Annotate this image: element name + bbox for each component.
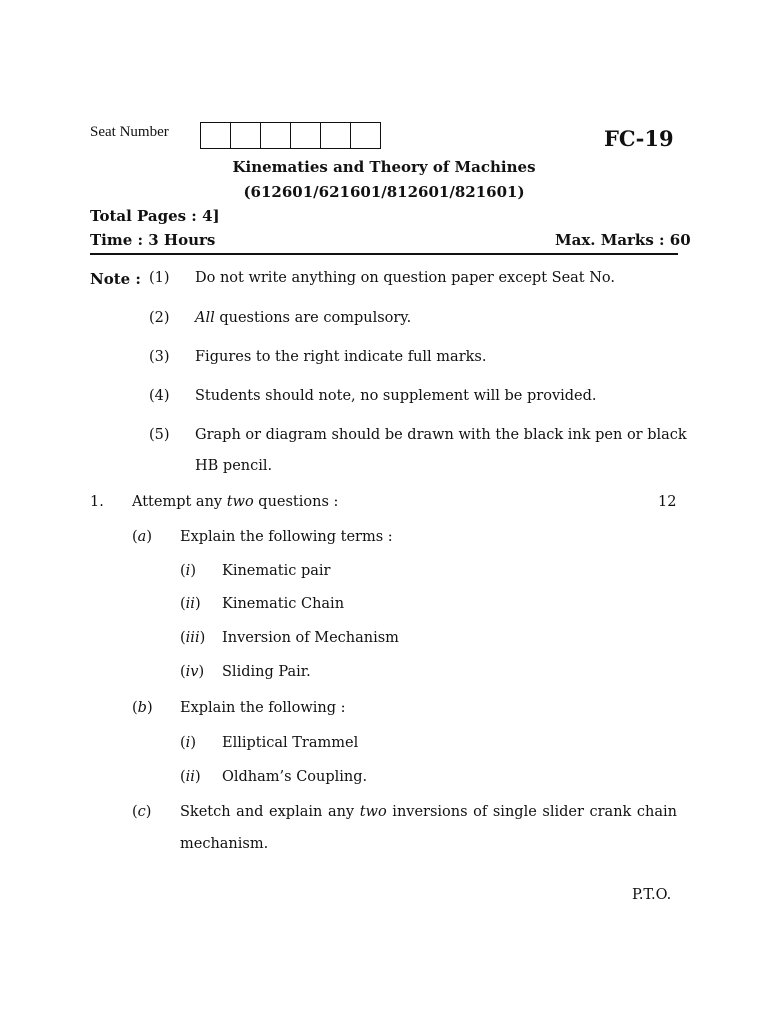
item-number: (ii) — [180, 769, 201, 785]
note-label: Note : — [90, 270, 141, 288]
subquestion-label: (c) — [132, 804, 152, 820]
subquestion-text: Sketch and explain any two inversions of single slider crank chain — [180, 804, 677, 820]
item-text: Kinematic pair — [222, 563, 331, 579]
item-number: (iii) — [180, 630, 206, 646]
seat-number-box[interactable] — [230, 122, 261, 149]
question-number: 1. — [90, 494, 104, 510]
note-text: Graph or diagram should be drawn with the black ink pen or black — [195, 427, 687, 443]
seat-number-box[interactable] — [320, 122, 351, 149]
item-number: (ii) — [180, 596, 201, 612]
note-num: (5) — [149, 427, 170, 443]
note-text-rest: questions are compulsory. — [214, 310, 412, 326]
note-text: Students should note, no supplement will be provided. — [195, 388, 597, 404]
header-divider — [90, 253, 678, 255]
note-text-continued: HB pencil. — [195, 458, 273, 474]
note-num: (2) — [149, 310, 170, 326]
paper-code: FC-19 — [604, 126, 674, 151]
seat-number-label: Seat Number — [90, 124, 169, 140]
seat-number-boxes[interactable] — [200, 122, 380, 149]
question-marks: 12 — [658, 494, 677, 510]
note-text — [195, 310, 411, 326]
seat-number-box[interactable] — [200, 122, 231, 149]
note-num: (1) — [149, 270, 170, 286]
note-num: (4) — [149, 388, 170, 404]
item-text: Inversion of Mechanism — [222, 630, 399, 646]
item-number: (i) — [180, 563, 196, 579]
item-text: Elliptical Trammel — [222, 735, 359, 751]
note-emphasis: All — [195, 310, 215, 326]
question-instruction: Attempt any two questions : — [132, 494, 339, 510]
seat-number-box[interactable] — [290, 122, 321, 149]
subquestion-title: Explain the following terms : — [180, 529, 393, 545]
note-text: Figures to the right indicate full marks. — [195, 349, 487, 365]
item-text: Oldham’s Coupling. — [222, 769, 368, 785]
exam-time: Time : 3 Hours — [90, 231, 216, 249]
note-num: (3) — [149, 349, 170, 365]
page-turn-marker: P.T.O. — [632, 887, 672, 903]
note-text: Do not write anything on question paper except Seat No. — [195, 270, 616, 286]
subquestion-label: (b) — [132, 700, 153, 716]
item-text: Kinematic Chain — [222, 596, 345, 612]
subject-codes: (612601/621601/812601/821601) — [243, 183, 525, 201]
subquestion-title: Explain the following : — [180, 700, 346, 716]
max-marks: Max. Marks : 60 — [555, 231, 691, 249]
seat-number-box[interactable] — [260, 122, 291, 149]
subject-title: Kinematies and Theory of Machines — [232, 158, 536, 176]
seat-number-box[interactable] — [350, 122, 381, 149]
item-text: Sliding Pair. — [222, 664, 311, 680]
item-number: (iv) — [180, 664, 205, 680]
total-pages: Total Pages : 4] — [90, 207, 220, 225]
subquestion-label: (a) — [132, 529, 152, 545]
item-number: (i) — [180, 735, 196, 751]
subquestion-text-continued: mechanism. — [180, 836, 269, 852]
